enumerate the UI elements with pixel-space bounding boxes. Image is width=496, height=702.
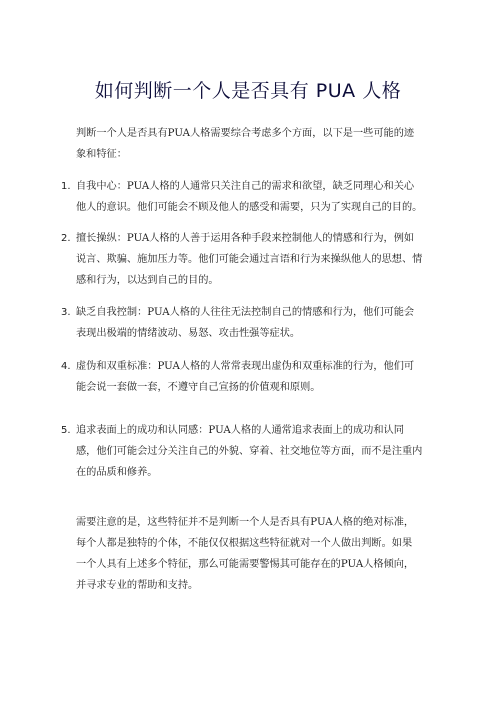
page-title: 如何判断一个人是否具有 PUA 人格: [94, 80, 402, 102]
list-item-number: 5.: [61, 425, 71, 436]
list-item: [61, 302, 423, 344]
list-item-text: 追求表面上的成功和认同感：PUA人格的人通常追求表面上的成功和认同感，他们可能会过分关注自己的外貌、穿着、社交地位等方面，而不是注重内在的品质和修养。: [76, 425, 423, 478]
list-item-text: 缺乏自我控制：PUA人格的人往往无法控制自己的情感和行为，他们可能会表现出极端的情绪波动、易怒、攻击性强等症状。: [76, 307, 415, 339]
intro-paragraph: 判断一个人是否具有PUA人格需要综合考虑多个方面，以下是一些可能的迹象和特征：: [76, 128, 415, 160]
list-item-number: 4.: [61, 361, 71, 372]
list-item: [61, 176, 423, 218]
list-item-text: 擅长操纵：PUA人格的人善于运用各种手段来控制他人的情感和行为，例如说言、欺骗、施加压力等。他们可能会通过言语和行为来操纵他人的思想、情感和行为，以达到自己的目的。: [76, 233, 423, 286]
list-item: [61, 228, 423, 291]
list-item-number: 3.: [61, 307, 71, 318]
list-item-text: 虚伪和双重标准：PUA人格的人常常表现出虚伪和双重标准的行为，他们可能会说一套做一套，不遵守自己宣扬的价值观和原则。: [76, 361, 415, 393]
list-item: [61, 420, 423, 483]
list-item: [61, 356, 423, 398]
list-item-number: 2.: [61, 233, 71, 244]
list-item-number: 1.: [61, 181, 71, 192]
closing-paragraph: 需要注意的是，这些特征并不是判断一个人是否具有PUA人格的绝对标准，每个人都是独特的个体，不能仅仅根据这些特征就对一个人做出判断。如果一个人具有上述多个特征，那么可能需要警惕其可能存在的PUA人格倾向，并寻求专业的帮助和支持。: [76, 517, 415, 591]
list-item-text: 自我中心：PUA人格的人通常只关注自己的需求和欲望，缺乏同理心和关心他人的意识。他们可能会不顾及他人的感受和需要，只为了实现自己的目的。: [76, 181, 423, 213]
